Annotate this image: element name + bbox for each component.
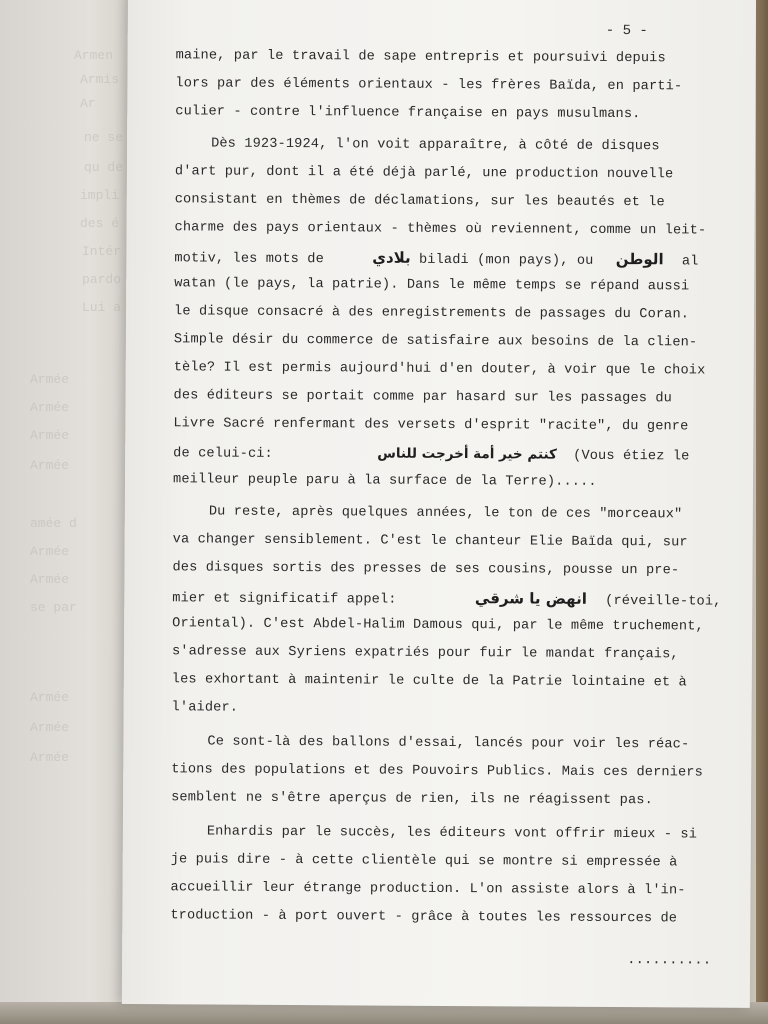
ghost-text: amée d [30,516,77,531]
text-fragment: mier et significatif appel: [172,591,397,608]
text-line: Enhardis par le succès, les éditeurs vont offrir mieux - si [206,824,698,843]
ghost-text: Armée [30,720,70,735]
text-line: tèle? Il est permis aujourd'hui d'en douter, à voir que le choix [173,360,706,379]
ghost-text: Armée [30,372,70,387]
ghost-text: Intér [82,244,122,259]
ghost-text: Ar [80,96,96,111]
typed-page [122,0,756,1008]
book-edge [756,0,768,1024]
ghost-text: pardo [82,272,122,287]
ghost-text: Armée [30,428,70,443]
text-line: le disque consacré à des enregistrements de passages du Coran. [174,304,690,323]
text-fragment: biladi (mon pays), ou [418,252,594,269]
ghost-text: Lui a [82,300,122,315]
ghost-text: se par [30,600,77,615]
text-line: Du reste, après quelques années, le ton de ces "morceaux" [208,504,683,523]
ghost-text: Armée [30,750,70,765]
arabic-biladi: بلادي [372,248,411,267]
text-line: lors par des éléments orientaux - les frères Baïda, en parti- [175,76,683,95]
text-line: accueillir leur étrange production. L'on assiste alors à l'in- [170,880,686,899]
text-line: va changer sensiblement. C'est le chanteur Elie Baïda qui, sur [172,532,688,551]
text-line: l'aider. [171,700,239,716]
ghost-text: impli [80,188,120,203]
text-line: Simple désir du commerce de satisfaire aux besoins de la clien- [173,332,698,351]
ghost-text: ne se [84,130,124,145]
ghost-text: Armée [30,458,70,473]
arabic-verse: كنتم خير أمة أخرجت للناس [377,445,557,463]
text-line: maine, par le travail de sape entrepris et poursuivi depuis [175,48,666,67]
text-fragment: motiv, les mots de [174,251,324,268]
text-line: charme des pays orientaux - thèmes où reviennent, comme un leit- [174,220,707,239]
continuation-dots: .......... [627,952,712,969]
text-line [174,246,698,269]
text-fragment: de celui-ci: [173,446,273,462]
text-line [172,586,721,609]
text-line: les exhortant à maintenir le culte de la Patrie lointaine et à [171,672,687,691]
text-line: tions des populations et des Pouvoirs Publics. Mais ces derniers [171,762,703,781]
text-line: je puis dire - à cette clientèle qui se montre si empressée à [170,852,678,871]
text-line: Ce sont-là des ballons d'essai, lancés pour voir les réac- [207,734,690,753]
page-number: - 5 - [605,22,648,40]
text-fragment: al [681,254,699,270]
text-line: watan (le pays, la patrie). Dans le même temps se répand aussi [174,276,690,295]
ghost-text: Armen [74,48,114,63]
text-line: troduction - à port ouvert - grâce à toutes les ressources de [170,908,678,927]
text-line [173,442,689,465]
text-line: Livre Sacré renfermant des versets d'esprit "racite", du genre [173,416,689,435]
ghost-text: Armée [30,400,70,415]
text-line: semblent ne s'être aperçus de rien, ils ne réagissent pas. [171,790,653,809]
text-line: Oriental). C'est Abdel-Halim Damous qui, par le même truchement, [172,616,704,635]
text-line: d'art pur, dont il a été déjà parlé, une production nouvelle [174,164,674,183]
ghost-text: Armée [30,544,70,559]
text-line: des éditeurs se portait comme par hasard sur les passages du [173,388,673,407]
ghost-text: Armée [30,690,70,705]
text-fragment: (Vous étiez le [573,448,690,465]
text-line: culier - contre l'influence française en pays musulmans. [175,104,641,123]
text-line: Dès 1923-1924, l'on voit apparaître, à côté de disques [211,136,660,155]
text-line: s'adresse aux Syriens expatriés pour fuir le mandat français, [171,644,679,663]
arabic-inhad: انهض يا شرقي [474,589,587,608]
text-line: consistant en thèmes de déclamations, sur les beautés et le [174,192,665,211]
ghost-text: Armis [80,72,120,87]
ghost-text: qu de [84,160,124,175]
ghost-text: des é [80,216,120,231]
text-line: des disques sortis des presses de ses cousins, pousse un pre- [172,560,680,579]
text-fragment: (réveille-toi, [605,593,722,610]
text-line: meilleur peuple paru à la surface de la Terre)..... [172,472,597,490]
arabic-al-watan: الوطن [615,249,664,269]
ghost-text: Armée [30,572,70,587]
